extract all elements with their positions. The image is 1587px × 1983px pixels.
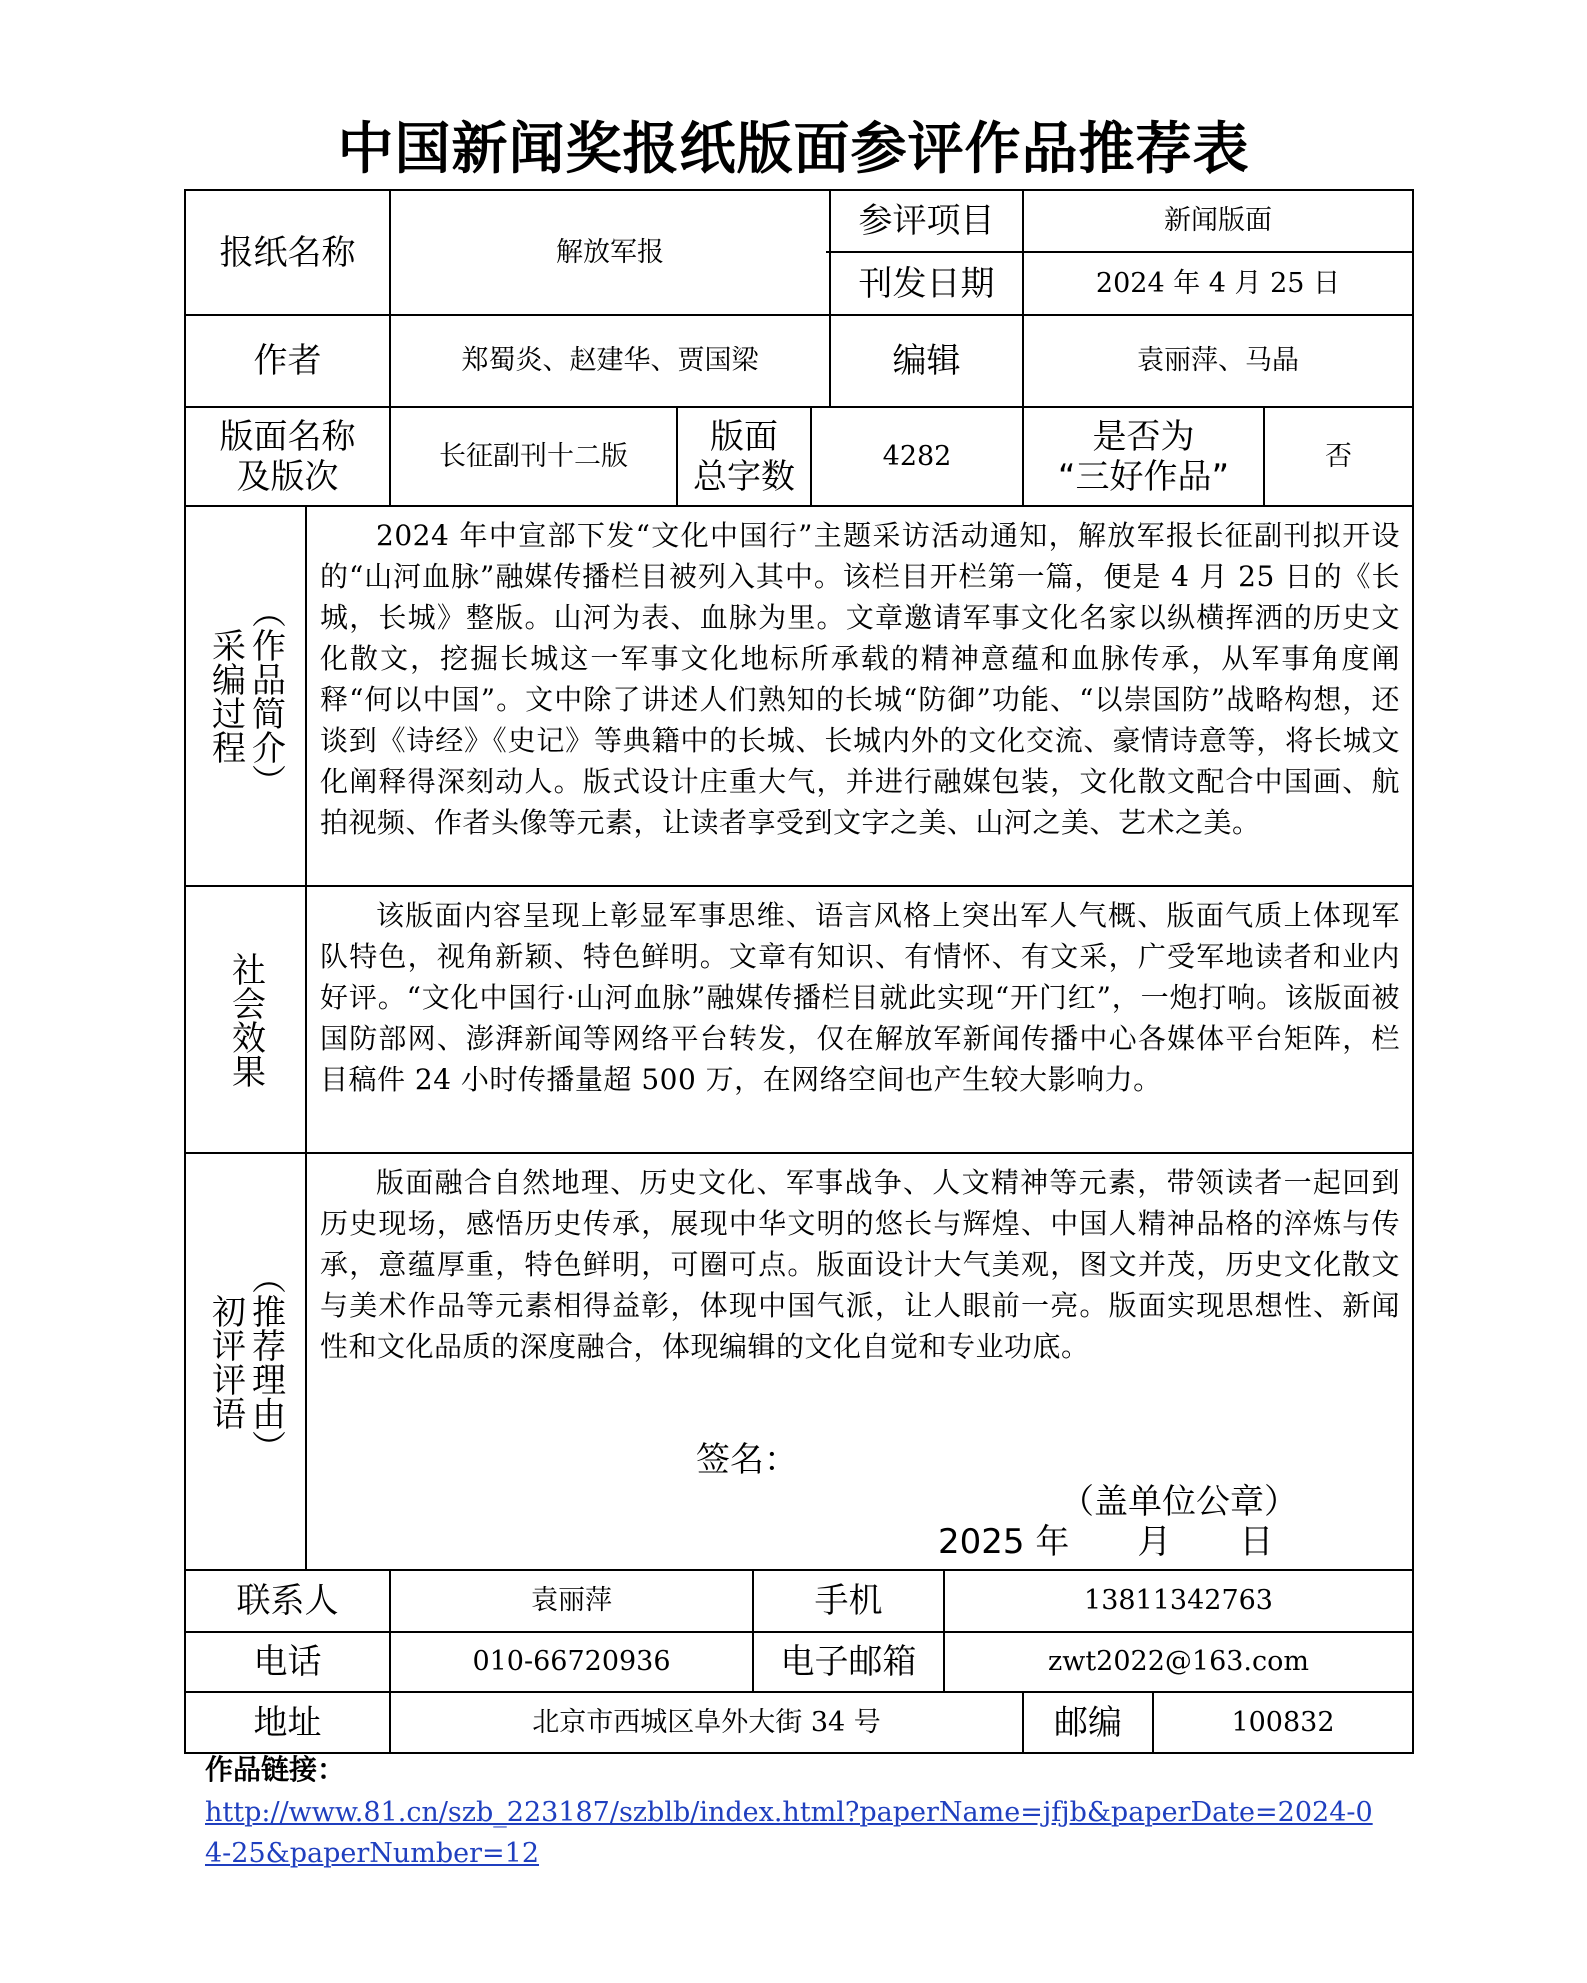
page-name-label-line1: 版面名称 [219,416,356,457]
stamp-label: （盖单位公章） [1060,1482,1298,1522]
word-count-label-line2: 总字数 [693,456,795,497]
phone-value: 010-66720936 [472,1646,671,1677]
zip-value: 100832 [1231,1706,1335,1738]
effect-label: 社会效果 [225,951,266,1088]
three-good-label [1023,407,1264,506]
category-value: 新闻版面 [1164,205,1272,236]
address-value: 北京市西城区阜外大街 34 号 [532,1706,881,1738]
contact-person-value: 袁丽萍 [531,1585,612,1616]
author-value: 郑蜀炎、赵建华、贾国梁 [461,345,759,376]
document-title: 中国新闻奖报纸版面参评作品推荐表 [337,117,1250,182]
work-link-label: 作品链接： [205,1753,346,1786]
process-text: 2024 年中宣部下发“文化中国行”主题采访活动通知，解放军报长征副刊拟开设的“山河血脉”融媒传播栏目被列入其中。该栏目开栏第一篇，便是 4 月 25 日的《长城，长城》整版。山河为表、血脉为里。文章邀请军事文化名家以纵横挥洒的历史文化散文，挖掘长城这一军事文化地标所承载的精神意蕴和血脉传承，从军事角度阐释“何以中国”。文中除了讲述人们熟知的长城“防御”功能、“以崇国防”战略构想，还谈到《诗经》《史记》等典籍中的长城、长城内外的文化交流、豪情诗意等，将长城文化阐释得深刻动人。版式设计庄重大气，并进行融媒包装，文化散文配合中国画、航拍视频、作者头像等元素，让读者享受到文字之美、山河之美、艺术之美。 [320,519,1400,839]
three-good-label-line1: 是否为 [1092,416,1195,457]
contact-person-label: 联系人 [236,1581,339,1621]
work-link[interactable]: http://www.81.cn/szb_223187/szblb/index.html?paperName=jfjb&paperDate=2024-04-25&paperNumber=12 [205,1797,1373,1869]
review-sub-label: （推荐理由） [245,1259,286,1464]
review-label-cell [185,1153,306,1570]
phone-label: 电话 [253,1642,322,1682]
signature-label: 签名： [696,1440,798,1480]
three-good-value: 否 [1325,440,1352,472]
address-label: 地址 [253,1702,322,1743]
word-count-value: 4282 [882,440,952,472]
page-name-label [185,407,390,506]
word-count-label [677,407,811,506]
author-label: 作者 [253,341,322,381]
three-good-label-line2: “三好作品” [1057,456,1230,497]
process-label-cell [185,506,306,886]
paper-name-label: 报纸名称 [219,232,356,273]
process-sub-label: （作品简介） [245,594,286,798]
review-text: 版面融合自然地理、历史文化、军事战争、人文精神等元素，带领读者一起回到历史现场，感悟历史传承，展现中华文明的悠长与辉煌、中国人精神品格的淬炼与传承，意蕴厚重，特色鲜明，可圈可点。版面设计大气美观，图文并茂，历史文化散文与美术作品等元素相得益彰，体现中国气派，让人眼前一亮。版面实现思想性、新闻性和文化品质的深度融合，体现编辑的文化自觉和专业功底。 [320,1166,1400,1363]
email-value: zwt2022@163.com [1048,1646,1309,1677]
paper-name-value: 解放军报 [556,236,664,268]
review-label: 初评评语 [205,1293,246,1430]
effect-text: 该版面内容呈现上彰显军事思维、语言风格上突出军人气概、版面气质上体现军队特色，视角新颖、特色鲜明。文章有知识、有情怀、有文采，广受军地读者和业内好评。“文化中国行·山河血脉”融媒传播栏目就此实现“开门红”，一炮打响。该版面被国防部网、澎湃新闻等网络平台转发，仅在解放军新闻传播中心各媒体平台矩阵，栏目稿件 24 小时传播量超 500 万，在网络空间也产生较大影响力。 [320,899,1400,1096]
email-label: 电子邮箱 [780,1642,917,1682]
editor-label: 编辑 [892,341,961,381]
category-label: 参评项目 [858,201,995,241]
word-count-label-line1: 版面 [710,416,778,457]
process-label: 采编过程 [205,628,246,764]
review-date-line: 2025 年 月 日 [938,1522,1274,1562]
zip-label: 邮编 [1054,1702,1122,1743]
mobile-value: 13811342763 [1084,1585,1273,1616]
mobile-label: 手机 [814,1581,883,1621]
publish-date-value: 2024 年 4 月 25 日 [1095,267,1341,299]
page-name-label-line2: 及版次 [236,456,339,497]
editor-value: 袁丽萍、马晶 [1137,345,1299,376]
effect-label-cell [185,886,306,1153]
page-name-value: 长征副刊十二版 [439,440,628,472]
publish-date-label: 刊发日期 [858,263,995,304]
